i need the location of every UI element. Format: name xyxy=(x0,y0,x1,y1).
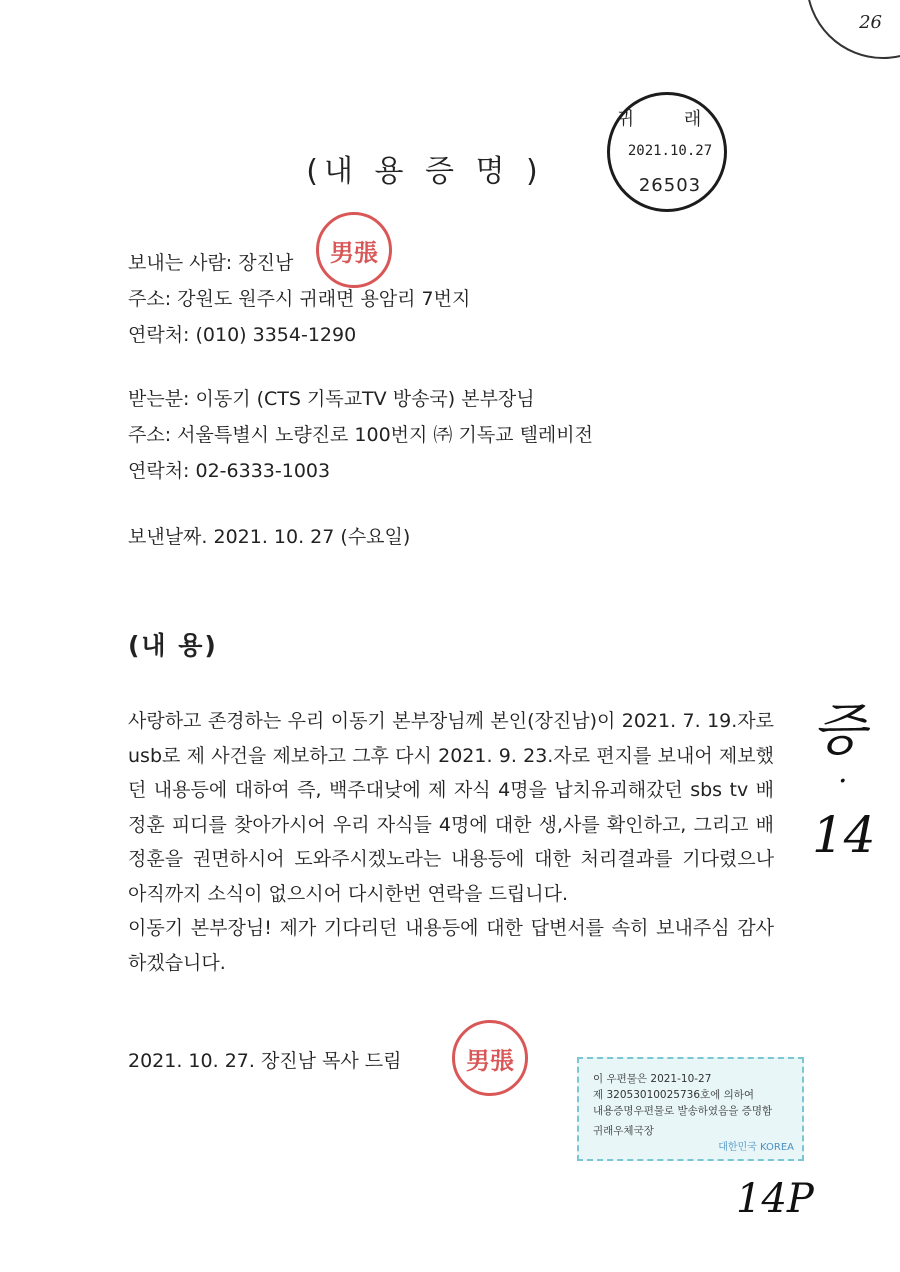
certificate-line-1: 이 우편물은 2021-10-27 xyxy=(593,1073,712,1085)
sender-contact-line: 연락처: (010) 3354-1290 xyxy=(128,324,357,346)
document-title: (내 용 증 명 ) xyxy=(306,154,544,189)
certificate-line-2: 제 32053010025736호에 의하여 xyxy=(593,1089,755,1101)
sender-name-line: 보내는 사람: 장진남 xyxy=(128,252,294,274)
seal-text: 男張 xyxy=(330,237,378,267)
recipient-contact-line: 연락처: 02-6333-1003 xyxy=(128,460,331,482)
signature-seal xyxy=(452,1020,528,1096)
certificate-line-3: 내용증명우편물로 발송하였음을 증명함 xyxy=(593,1105,773,1117)
exhibit-dot: · xyxy=(838,764,848,799)
postmark-date: 2021.10.27 xyxy=(627,143,713,159)
recipient-name-line: 받는분: 이동기 (CTS 기독교TV 방송국) 본부장님 xyxy=(128,388,535,410)
exhibit-char: 증 xyxy=(812,698,867,763)
seal-text: 男張 xyxy=(466,1045,514,1075)
postmark-office: 귀 래 xyxy=(616,109,724,130)
signature-line: 2021. 10. 27. 장진남 목사 드림 xyxy=(128,1050,402,1072)
certificate-brand: 대한민국 KOREA xyxy=(718,1142,794,1153)
page-mark: 14P xyxy=(736,1176,814,1222)
content-body xyxy=(128,704,774,980)
content-heading: (내 용) xyxy=(128,631,218,660)
registered-mail-certificate xyxy=(577,1057,804,1161)
certificate-line-4: 귀래우체국장 xyxy=(593,1125,654,1137)
content-paragraph-1: 사랑하고 존경하는 우리 이동기 본부장님께 본인(장진남)이 2021. 7. 19.자로 usb로 제 사건을 제보하고 그후 다시 2021. 9. 23.자로 편지를 보내어 제보했던 내용등에 대하여 즉, 백주대낮에 제 자식 4명을 납치유괴해갔던 sbs tv 배정훈 피디를 찾아가시어 우리 자식들 4명에 대한 생,사를 확인하고, 그리고 배정훈을 권면하시어 도와주시겠노라는 내용등에 대한 처리결과를 기다렸으나 아직까지 소식이 없으시어 다시한번 연락을 드립니다. xyxy=(128,710,774,905)
postmark-code: 26503 xyxy=(638,175,702,196)
corner-number: 26 xyxy=(859,12,882,33)
exhibit-number: 14 xyxy=(812,806,876,864)
send-date-line: 보낸날짜. 2021. 10. 27 (수요일) xyxy=(128,526,411,548)
recipient-address-line: 주소: 서울특별시 노량진로 100번지 ㈜ 기독교 텔레비전 xyxy=(128,424,593,446)
sender-seal xyxy=(316,212,392,288)
sender-address-line: 주소: 강원도 원주시 귀래면 용암리 7번지 xyxy=(128,288,471,310)
content-paragraph-2: 이동기 본부장님! 제가 기다리던 내용등에 대한 답변서를 속히 보내주심 감사하겠습니다. xyxy=(128,917,774,974)
corner-arc xyxy=(806,0,900,59)
